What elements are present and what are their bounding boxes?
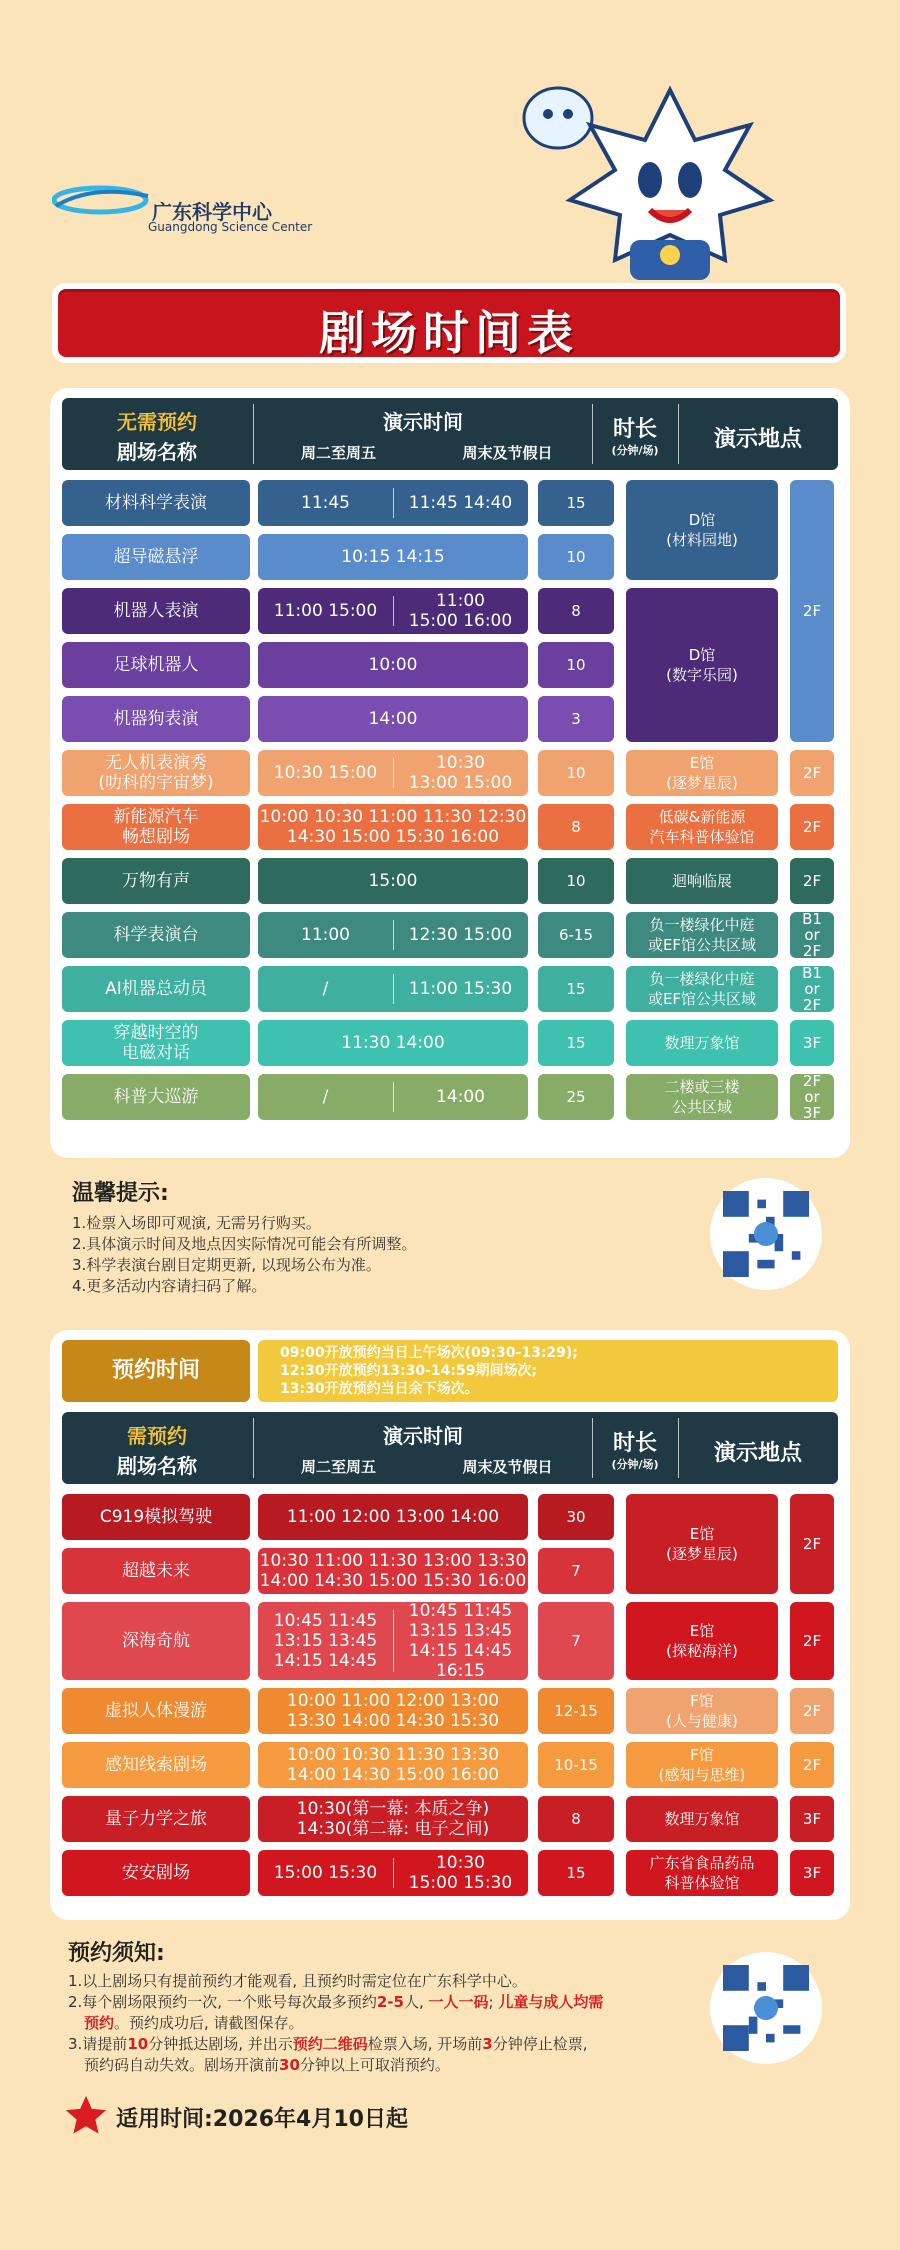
divider	[393, 920, 394, 950]
row-duration: 7	[538, 1548, 614, 1594]
star-icon	[64, 2094, 108, 2138]
tip-item: 3.科学表演台剧目定期更新, 以现场公布为准。	[72, 1256, 381, 1274]
row-weekday: 10:45 11:45 13:15 13:45 14:15 14:45	[273, 1611, 378, 1671]
row-duration: 8	[538, 588, 614, 634]
col-loc: 演示地点	[713, 1441, 802, 1466]
location: 广东省食品药品 科普体验馆	[626, 1850, 778, 1896]
floor: 2F	[790, 1742, 834, 1788]
row-duration: 15	[538, 1020, 614, 1066]
row-weekday: 11:00 15:00	[273, 601, 378, 621]
floor: 2F	[790, 480, 834, 742]
booking-line: 09:00开放预约当日上午场次(09:30-13:29);	[280, 1345, 578, 1361]
location: E馆 (逐梦星辰)	[626, 750, 778, 796]
booking-line: 12:30开放预约13:30-14:59期间场次;	[280, 1363, 538, 1379]
row-duration: 10	[538, 858, 614, 904]
col-weekend: 周末及节假日	[462, 444, 553, 462]
row-weekend: 11:00 15:00 16:00	[408, 591, 513, 631]
row-weekday: 10:30 15:00	[273, 763, 378, 783]
floor: 2F	[790, 750, 834, 796]
booking-time-label: 预约时间	[62, 1340, 250, 1402]
row-weekday: /	[322, 1087, 329, 1107]
floor: 2F	[790, 1688, 834, 1734]
row-name: C919模拟驾驶	[62, 1494, 250, 1540]
row-name: 万物有声	[62, 858, 250, 904]
location: 数理万象馆	[626, 1020, 778, 1066]
row-name: 穿越时空的 电磁对话	[62, 1020, 250, 1066]
row-weekend: 10:30 13:00 15:00	[408, 753, 513, 793]
page-title: 剧场时间表	[319, 306, 579, 360]
row-weekend: 11:00 15:30	[408, 979, 513, 999]
row-weekday: /	[322, 979, 329, 999]
location: 迴响临展	[626, 858, 778, 904]
row-duration: 25	[538, 1074, 614, 1120]
qr-code-icon[interactable]	[710, 1178, 822, 1290]
col-dur: 时长	[612, 417, 657, 442]
row-time: 10:30 11:00 11:30 13:00 13:30 14:00 14:30 15:00 15:30 16:00	[258, 1548, 528, 1594]
qr-code-icon[interactable]	[710, 1952, 822, 2064]
row-duration: 8	[538, 804, 614, 850]
tip-item: 2.具体演示时间及地点因实际情况可能会有所调整。	[72, 1235, 417, 1253]
row-duration: 10	[538, 750, 614, 796]
tag-book: 需预约	[127, 1424, 187, 1448]
row-time: 14:00	[258, 696, 528, 742]
row-time: 10:00 11:00 12:00 13:00 13:30 14:00 14:30 15:30	[258, 1688, 528, 1734]
effective-date: 适用时间:2026年4月10日起	[116, 2107, 408, 2132]
row-duration: 15	[538, 1850, 614, 1896]
row-duration: 15	[538, 966, 614, 1012]
floor: B1 or 2F	[790, 912, 834, 958]
floor: 2F	[790, 804, 834, 850]
booking-line: 13:30开放预约当日余下场次。	[280, 1381, 479, 1397]
divider	[393, 758, 394, 788]
row-weekday: 15:00 15:30	[273, 1863, 378, 1883]
row-name: 科普大巡游	[62, 1074, 250, 1120]
tag-free: 无需预约	[117, 410, 197, 434]
divider	[393, 1858, 394, 1888]
row-time: 10:15 14:15	[258, 534, 528, 580]
col-time: 演示时间	[383, 1424, 463, 1448]
notice-line-1: 1.以上剧场只有提前预约才能观看, 且预约时需定位在广东科学中心。	[68, 1972, 527, 1990]
row-name: 材料科学表演	[62, 480, 250, 526]
col-dur-unit: (分钟/场)	[611, 1458, 659, 1471]
row-name: 超越未来	[62, 1548, 250, 1594]
location: F馆 (感知与思维)	[626, 1742, 778, 1788]
col-time: 演示时间	[383, 410, 463, 434]
col-weekday: 周二至周五	[300, 444, 376, 462]
col-dur-unit: (分钟/场)	[611, 444, 659, 457]
location: 负一楼绿化中庭 或EF馆公共区域	[626, 912, 778, 958]
row-name: 感知线索剧场	[62, 1742, 250, 1788]
floor: 2F	[790, 1494, 834, 1594]
location: E馆 (探秘海洋)	[626, 1602, 778, 1680]
floor: 2F	[790, 1602, 834, 1680]
row-weekend: 12:30 15:00	[408, 925, 513, 945]
col-dur: 时长	[612, 1431, 657, 1456]
location: 二楼或三楼 公共区域	[626, 1074, 778, 1120]
tip-item: 4.更多活动内容请扫码了解。	[72, 1277, 267, 1295]
logo-wave-icon	[52, 180, 152, 220]
page-title-banner	[52, 283, 846, 363]
notice-title: 预约须知:	[68, 1941, 165, 1966]
row-name: AI机器总动员	[62, 966, 250, 1012]
row-weekday: 11:00	[301, 925, 350, 945]
row-name: 新能源汽车 畅想剧场	[62, 804, 250, 850]
floor: 3F	[790, 1020, 834, 1066]
row-time: 10:00 10:30 11:00 11:30 12:30 14:30 15:00 15:30 16:00	[258, 804, 528, 850]
row-name: 超导磁悬浮	[62, 534, 250, 580]
divider	[393, 974, 394, 1004]
tips-title: 温馨提示:	[72, 1181, 169, 1206]
col-name: 剧场名称	[117, 440, 197, 464]
row-weekday: 11:45	[301, 493, 350, 513]
brand-logo	[52, 176, 372, 246]
col-weekday: 周二至周五	[300, 1458, 376, 1476]
row-time: 10:30(第一幕: 本质之争) 14:30(第二幕: 电子之间)	[258, 1796, 528, 1842]
brand-en: Guangdong Science Center	[148, 220, 313, 234]
row-duration: 6-15	[538, 912, 614, 958]
tips-section	[72, 1176, 672, 1297]
notice-line-2b: 预约。预约成功后, 请截图保存。	[84, 2014, 304, 2032]
row-time: 10:00	[258, 642, 528, 688]
divider	[393, 488, 394, 518]
row-duration: 10	[538, 642, 614, 688]
row-duration: 7	[538, 1602, 614, 1680]
row-time: 15:00	[258, 858, 528, 904]
row-time: 11:00 12:00 13:00 14:00	[258, 1494, 528, 1540]
mascot-illustration	[500, 70, 840, 290]
col-weekend: 周末及节假日	[462, 1458, 553, 1476]
location: E馆 (逐梦星辰)	[626, 1494, 778, 1594]
notice-line-4: 预约码自动失效。剧场开演前30分钟以上可取消预约。	[84, 2056, 450, 2074]
row-name: 无人机表演秀 (叻科的宇宙梦)	[62, 750, 250, 796]
row-name: 科学表演台	[62, 912, 250, 958]
notice-line-2: 2.每个剧场限预约一次, 一个账号每次最多预约2-5人, 一人一码; 儿童与成人均需	[68, 1993, 604, 2011]
booking-notice	[68, 1936, 708, 2076]
row-duration: 8	[538, 1796, 614, 1842]
row-duration: 10	[538, 534, 614, 580]
brand-cn: 广东科学中心	[152, 200, 272, 224]
row-time: 11:30 14:00	[258, 1020, 528, 1066]
divider	[393, 596, 394, 626]
row-duration: 3	[538, 696, 614, 742]
location: 低碳&新能源 汽车科普体验馆	[626, 804, 778, 850]
free-table-header	[62, 398, 838, 470]
divider	[393, 1610, 394, 1672]
divider	[393, 1082, 394, 1112]
row-duration: 30	[538, 1494, 614, 1540]
floor: B1 or 2F	[790, 966, 834, 1012]
row-weekend: 10:30 15:00 15:30	[408, 1853, 513, 1893]
booking-time-info	[258, 1340, 838, 1402]
location: D馆 (材料园地)	[626, 480, 778, 580]
col-name: 剧场名称	[117, 1454, 197, 1478]
row-weekend: 10:45 11:45 13:15 13:45 14:15 14:45 16:15	[408, 1601, 513, 1681]
row-name: 虚拟人体漫游	[62, 1688, 250, 1734]
book-table-header	[62, 1412, 838, 1484]
row-duration: 12-15	[538, 1688, 614, 1734]
row-weekend: 14:00	[436, 1087, 485, 1107]
row-name: 机器人表演	[62, 588, 250, 634]
floor: 2F	[790, 858, 834, 904]
col-loc: 演示地点	[713, 427, 802, 452]
row-name: 足球机器人	[62, 642, 250, 688]
row-duration: 10-15	[538, 1742, 614, 1788]
floor: 2F or 3F	[790, 1074, 834, 1120]
location: 数理万象馆	[626, 1796, 778, 1842]
location: 负一楼绿化中庭 或EF馆公共区域	[626, 966, 778, 1012]
row-name: 量子力学之旅	[62, 1796, 250, 1842]
row-duration: 15	[538, 480, 614, 526]
location: F馆 (人与健康)	[626, 1688, 778, 1734]
row-name: 深海奇航	[62, 1602, 250, 1680]
row-weekend: 11:45 14:40	[408, 493, 513, 513]
row-time: 10:00 10:30 11:30 13:30 14:00 14:30 15:00 16:00	[258, 1742, 528, 1788]
row-name: 机器狗表演	[62, 696, 250, 742]
floor: 3F	[790, 1850, 834, 1896]
row-name: 安安剧场	[62, 1850, 250, 1896]
notice-line-3: 3.请提前10分钟抵达剧场, 并出示预约二维码检票入场, 开场前3分钟停止检票,	[68, 2035, 588, 2053]
tip-item: 1.检票入场即可观演, 无需另行购买。	[72, 1214, 321, 1232]
location: D馆 (数字乐园)	[626, 588, 778, 742]
floor: 3F	[790, 1796, 834, 1842]
